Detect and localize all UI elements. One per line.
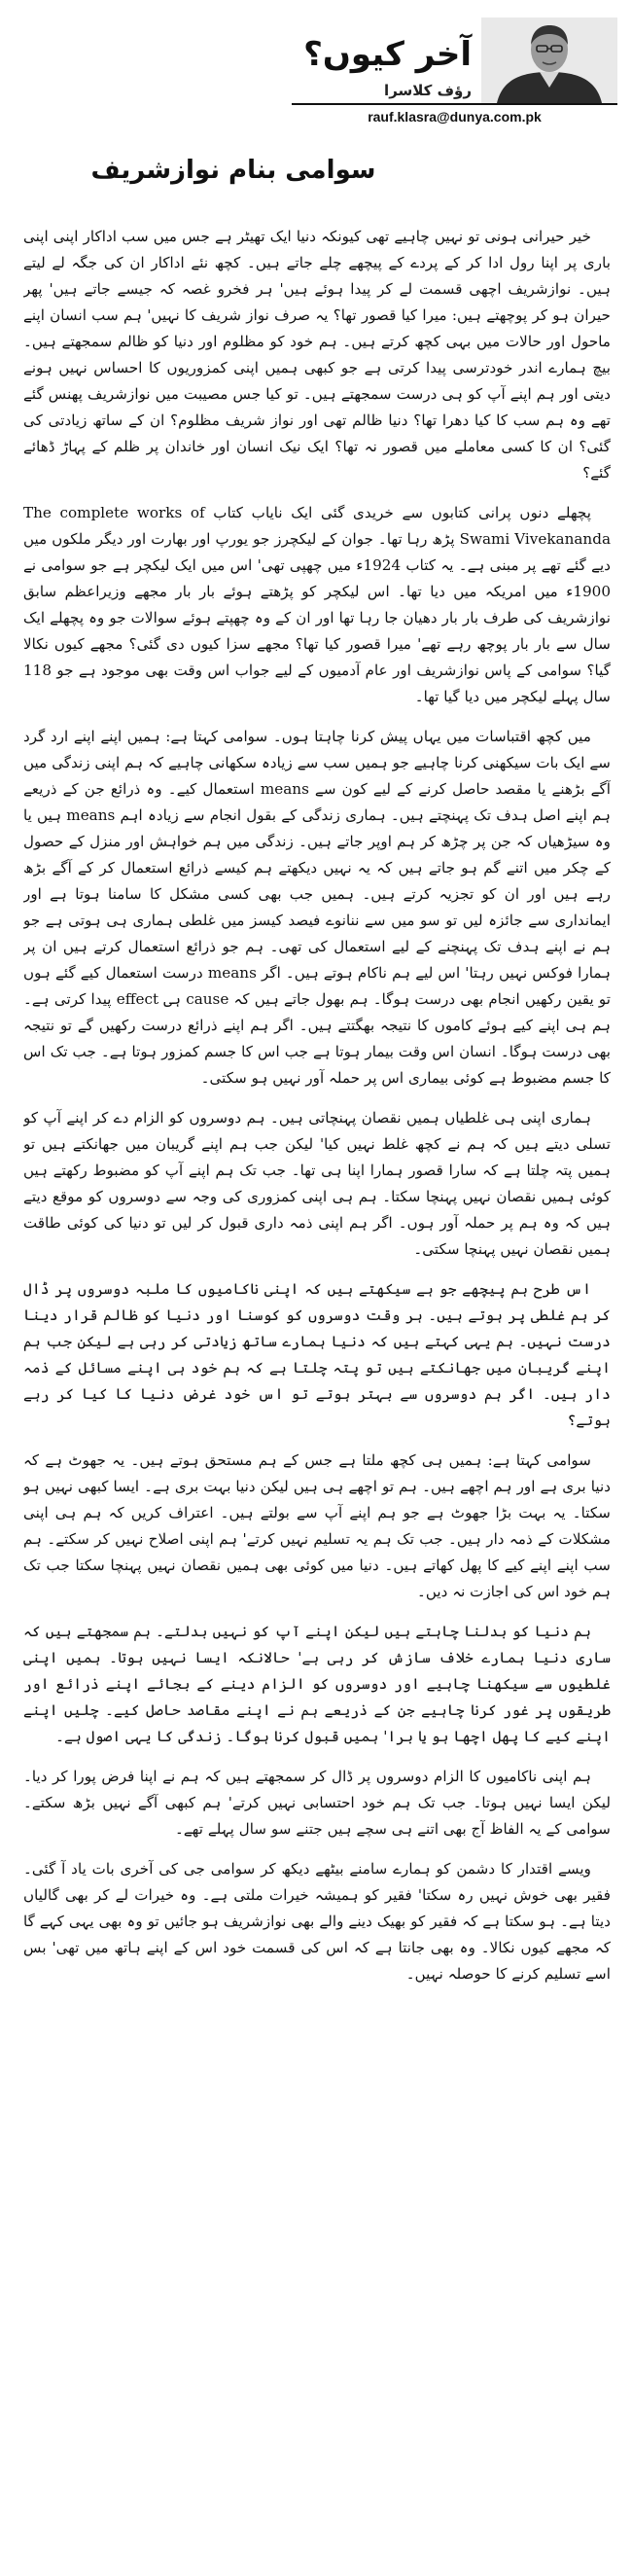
paragraph: ہماری اپنی ہی غلطیاں ہمیں نقصان پہنچاتی ہیں۔ ہم دوسروں کو الزام دے کر اپنے آپ کو تسلی دیتے ہیں کہ ہم نے کچھ غلط نہیں کیا' لیکن جب ہم اپنے گریبان میں جھانکتے ہیں تو ہمیں پتہ چلتا ہے کہ سارا قصور ہمارا اپنا ہی تھا۔ جب تک ہم اپنے آپ کو مضبوط رکھتے ہیں کوئی ہمیں نقصان نہیں پہنچا سکتا۔ ہم ہی اپنی کمزوری کی وجہ سے دوسروں کو موقع دیتے ہیں کہ وہ ہم پر حملہ آور ہوں۔ اگر ہم اپنی ذمہ داری قبول کر لیں تو دنیا کی کوئی طاقت ہمیں نقصان نہیں پہنچا سکتی۔ — [23, 1109, 611, 1258]
paragraph: سوامی کہتا ہے: ہمیں ہی کچھ ملتا ہے جس کے ہم مستحق ہوتے ہیں۔ یہ جھوٹ ہے کہ دنیا بری ہے اور ہم اچھے ہیں۔ ہم تو اچھے ہی ہیں لیکن دنیا بہت بری ہے۔ ایسا کبھی نہیں ہو سکتا۔ یہ بہت بڑا جھوٹ ہے جو ہم اپنے آپ سے بولتے ہیں۔ اعتراف کریں کہ ہم ہی اپنی مشکلات کے ذمہ دار ہیں۔ جب تک ہم یہ تسلیم نہیں کرتے' ہم اپنی اصلاح نہیں کر سکتے۔ ہم سب اپنے اپنے کیے کا پھل کھاتے ہیں۔ دنیا میں کوئی بھی ہمیں نقصان نہیں پہنچا سکتا جب تک ہم خود اس کی اجازت نہ دیں۔ — [23, 1451, 611, 1600]
paragraph: پچھلے دنوں پرانی کتابوں سے خریدی گئی ایک نایاب کتاب The complete works of Swami Vivekananda پڑھ رہا تھا۔ جوان کے لیکچرز جو یورپ اور بھارت اور دیگر ملکوں میں دیے گئے تھے پر مبنی ہے۔ یہ کتاب 1924ء میں چھپی تھی' اس میں ایک لیکچر ہے جو سوامی نے 1900ء میں امریکہ میں دیا تھا۔ اس لیکچر کو پڑھتے ہوئے بار بار مجھے وزیراعظم سابق نوازشریف کی طرف بار بار دھیان جا رہا تھا اور ان کے وہ چھپتے ہوئے سوالات جو وہ پچھلے ایک سال سے بار بار پوچھ رہے تھے' میرا قصور کیا تھا؟ مجھے سزا کیوں دی گئی؟ مجھے کیوں نکالا گیا؟ سوامی کے پاس نوازشریف اور عام آدمیوں کے لیے جواب اس وقت بھی موجود ہے جو 118 سال پہلے لیکچر میں دیا گیا تھا۔ — [23, 504, 611, 705]
column-masthead — [292, 18, 617, 134]
paragraph: خیر حیرانی ہونی تو نہیں چاہیے تھی کیونکہ دنیا ایک تھیٹر ہے جس میں سب اداکار اپنی اپنی باری پر اپنا رول ادا کر کے پردے کے پیچھے چلے جاتے ہیں۔ کچھ نئے اداکار ان کی جگہ لے لیتے ہیں۔ نوازشریف اچھی قسمت لے کر پیدا ہوئے ہیں' ہر فخرو غصہ کہ جیسے جاتے ہیں' پھر حیران ہو کر پوچھتے ہیں: میرا کیا قصور تھا؟ یہ صرف نواز شریف کا نہیں' ہم سب انسان اپنے ماحول اور حالات میں بہی کچھ کرتے ہیں۔ ہم خود کو مظلوم اور دنیا کو ظالم سمجھتے ہیں۔ بیچ ہمارے اندر خودترسی پیدا کرتی ہے جو کبھی ہمیں اپنی کمزوریوں کا احساس نہیں ہونے دیتی اور ہم اپنے آپ کو ہی درست سمجھتے ہیں۔ تو کیا جس مصیبت میں نوازشریف پھنس گئے تھے وہ ہم سب کا کیا دھرا تھا؟ دنیا ظالم تھی اور نواز شریف مظلوم؟ ان کے ساتھ زیادتی کی گئی؟ ان کا کسی معاملے میں قصور نہ تھا؟ ایک نیک انسان اور خاندان پر ظلم کے پہاڑ ڈھائے گئے؟ — [23, 228, 611, 482]
columnist-portrait — [481, 18, 617, 103]
paragraph: ہم دنیا کو بدلنا چاہتے ہیں لیکن اپنے آپ کو نہیں بدلتے۔ ہم سمجھتے ہیں کہ ساری دنیا ہمارے خلاف سازش کر رہی ہے' حالانکہ ایسا نہیں ہوتا۔ ہمیں اپنی غلطیوں سے سیکھنا چاہیے اور دوسروں کو الزام دینے کے بجائے اپنے ذرائع اور طریقوں پر غور کرنا چاہیے جن کے ذریعے ہم نے اپنے مقاصد حاصل کیے۔ چلیں اپنے اپنے کیے کا پھل اچھا ہو یا برا' ہمیں قبول کرنا ہوگا۔ زندگی کا یہی اصول ہے۔ — [23, 1623, 611, 1745]
paragraph: ویسے اقتدار کا دشمن کو ہمارے سامنے بیٹھے دیکھ کر سوامی جی کی آخری بات یاد آ گئی۔ فقیر بھی خوش نہیں رہ سکتا' فقیر کو ہمیشہ خیرات ملتی ہے۔ وہ خیرات لے کر بھی گالیاں دیتا ہے۔ ہو سکتا ہے کہ فقیر کو بھیک دینے والے بھی نوازشریف ہو جائیں تو وہ بھی یہی کہے گا کہ مجھے کیوں نکالا۔ وہ بھی جانتا ہے کہ اس کی قسمت خود اس کے اپنے ہاتھ میں تھی' بس اسے تسلیم کرنے کا حوصلہ نہیں۔ — [23, 1860, 611, 1983]
paragraph: میں کچھ اقتباسات میں یہاں پیش کرنا چاہتا ہوں۔ سوامی کہتا ہے: ہمیں اپنے اپنے ارد گرد سے ایک بات سیکھنی کرنا چاہیے جو ہمیں سب سے زیادہ سکھانی چاہیے کہ ہم اپنی زندگی میں آگے بڑھنے یا مقصد حاصل کرنے کے لیے کون سے means استعمال کیے۔ وہ ذرائع جن کے ذریعے ہم اپنے اصل ہدف تک پہنچتے ہیں۔ ہماری زندگی کے بقول انجام سے زیادہ اہم means ہیں یا وہ سیڑھیاں کہ جن پر چڑھ کر ہم اوپر جاتے ہیں۔ زندگی میں ہم خواہش اور منزل کے حصول کے چکر میں اتنے گم ہو جاتے ہیں کہ یہ نہیں دیکھتے ہم کیسے ذرائع استعمال کر کے آگے بڑھ رہے ہیں اور ان کو تجزیہ کرتے ہیں۔ ہمیں جب بھی کسی مشکل کا سامنا ہوتا ہے اور ایمانداری سے جائزہ لیں تو سو میں سے ننانوے فیصد کیسز میں غلطی ہماری ہی ہوتی ہے جو ہم نے اپنے ہدف تک پہنچنے کے لیے استعمال کی تھی۔ ہم جو ذرائع استعمال کرتے ہیں ان پر ہمارا فوکس نہیں رہتا' اس لیے ہم ناکام ہوتے ہیں۔ اگر means درست استعمال کیے گئے ہوں تو یقین رکھیں انجام بھی درست ہوگا۔ ہم بھول جاتے ہیں کہ cause ہی effect پیدا کرتی ہے۔ ہم ہی اپنے کیے ہوئے کاموں کا نتیجہ بھگتتے ہیں۔ اگر ہم اپنے ذرائع درست رکھیں گے تو نتیجہ بھی درست ہوگا۔ انسان اس وقت بیمار ہوتا ہے جب اس کا جسم کمزور ہوتا ہے۔ جب تک اس کا جسم مضبوط ہے کوئی بیماری اس پر حملہ آور نہیں ہو سکتی۔ — [23, 728, 611, 1087]
paragraph: اس طرح ہم پیچھے جو ہے سیکھتے ہیں کہ اپنی ناکامیوں کا ملبہ دوسروں پر ڈال کر ہم غلطی پر ہوتے ہیں۔ ہر وقت دوسروں کو کوسنا اور دنیا کو ظالم قرار دینا درست نہیں۔ ہم یہی کہتے ہیں کہ دنیا ہمارے ساتھ زیادتی کر رہی ہے لیکن جب ہم اپنے گریبان میں جھانکتے ہیں تو پتہ چلتا ہے کہ ہم خود ہی اپنے مسائل کے ذمہ دار ہیں۔ اگر ہم دوسروں سے بہتر ہوتے تو اس خود غرض دنیا کا کیا کر رہے ہوتے؟ — [23, 1280, 611, 1429]
masthead-rule — [292, 103, 617, 105]
columnist-email: rauf.klasra@dunya.com.pk — [368, 109, 542, 125]
column-title: آخر کیوں؟ — [303, 35, 472, 74]
columnist-photo-icon — [481, 18, 617, 103]
article-body — [23, 224, 611, 2563]
article-headline: سوامی بنام نوازشریف — [90, 156, 376, 185]
columnist-name: رؤف کلاسرا — [384, 82, 472, 99]
paragraph: ہم اپنی ناکامیوں کا الزام دوسروں پر ڈال کر سمجھتے ہیں کہ ہم نے اپنا فرض پورا کر دیا۔ لیکن ایسا نہیں ہوتا۔ جب تک ہم خود احتسابی نہیں کرتے' ہم کبھی آگے نہیں بڑھ سکتے۔ سوامی کے یہ الفاظ آج بھی اتنے ہی سچے ہیں جتنے سو سال پہلے تھے۔ — [23, 1768, 611, 1838]
